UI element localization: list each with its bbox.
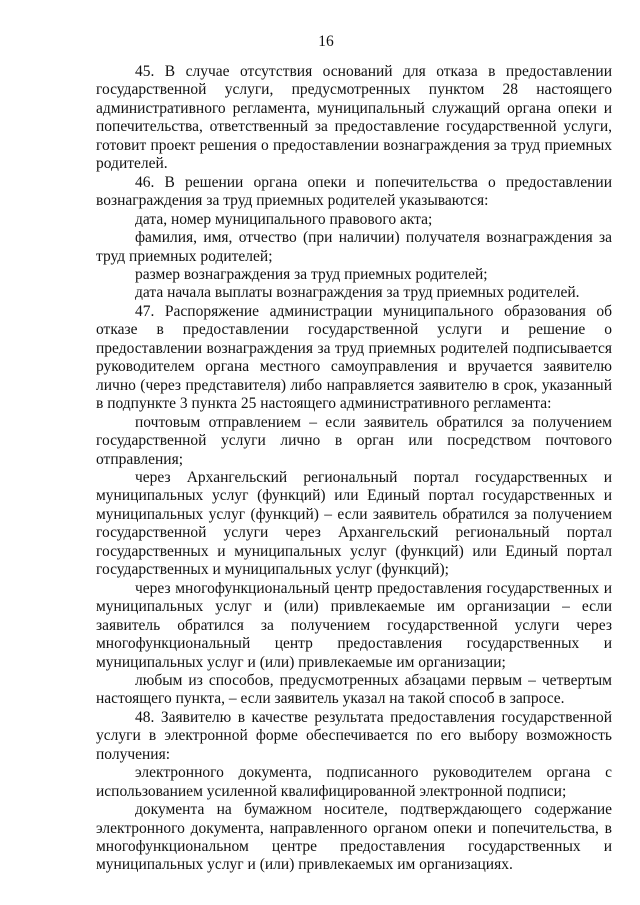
- list-item-electronic-document: электронного документа, подписанного руководителем органа с использованием усиленной квалифицированной электронной подписи;: [96, 764, 612, 800]
- paragraph-45: 45. В случае отсутствия оснований для отказа в предоставлении государственной услуги, предусмотренных пунктом 28 настоящего административного регламента, муниципальный служащий органа опеки и попечительства, ответственный за предоставление государственной услуги, готовит проект решения о предоставлении вознаграждения за труд приемных родителей.: [96, 63, 612, 173]
- paragraph-48: 48. Заявителю в качестве результата предоставления государственной услуги в электронной форме обеспечивается по его выбору возможность получения:: [96, 708, 612, 763]
- list-item-by-post: почтовым отправлением – если заявитель обратился за получением государственной услуги лично в орган или посредством почтового отправления;: [96, 413, 612, 468]
- list-item-reward-amount: размер вознаграждения за труд приемных родителей;: [135, 265, 488, 283]
- document-body: [96, 63, 612, 875]
- page-number: 16: [318, 33, 334, 50]
- list-item-via-mfc: через многофункциональный центр предоставления государственных и муниципальных услуг и (или) привлекаемые им организации – если заявитель обратился за получением государственной услуги через многофункциональный центр предоставления государственных и муниципальных услуг и (или) привлекаемые им организации;: [96, 579, 612, 671]
- list-item-any-method: любым из способов, предусмотренных абзацами первым – четвертым настоящего пункта, – если заявитель указал на такой способ в запросе.: [96, 671, 612, 708]
- list-item-payment-start: дата начала выплаты вознаграждения за труд приемных родителей.: [135, 284, 580, 302]
- list-item-recipient-name: фамилия, имя, отчество (при наличии) получателя вознаграждения за труд приемных родителей;: [96, 229, 612, 265]
- paragraph-47: 47. Распоряжение администрации муниципального образования об отказе в предоставлении государственной услуги и решение о предоставлении вознаграждения за труд приемных родителей подписывается руководителем органа местного самоуправления и вручается заявителю лично (через представителя) либо направляется заявителю в срок, указанный в подпункте 3 пункта 25 настоящего административного регламента:: [96, 302, 612, 413]
- list-item-via-portal: через Архангельский региональный портал государственных и муниципальных услуг (функций) или Единый портал государственных и муниципальных услуг (функций) – если заявитель обратился за получением государственной услуги через Архангельский региональный портал государственных и муниципальных услуг (функций) или Единый портал государственных и муниципальных услуг (функций);: [96, 468, 612, 579]
- list-item-paper-document: документа на бумажном носителе, подтверждающего содержание электронного документа, направленного органом опеки и попечительства, в многофункциональном центре предоставления государственных и муниципальных услуг и (или) привлекаемых им организациях.: [96, 801, 612, 874]
- list-item-act-date: дата, номер муниципального правового акта;: [135, 210, 433, 228]
- paragraph-46: 46. В решении органа опеки и попечительства о предоставлении вознаграждения за труд приемных родителей указываются:: [96, 173, 612, 210]
